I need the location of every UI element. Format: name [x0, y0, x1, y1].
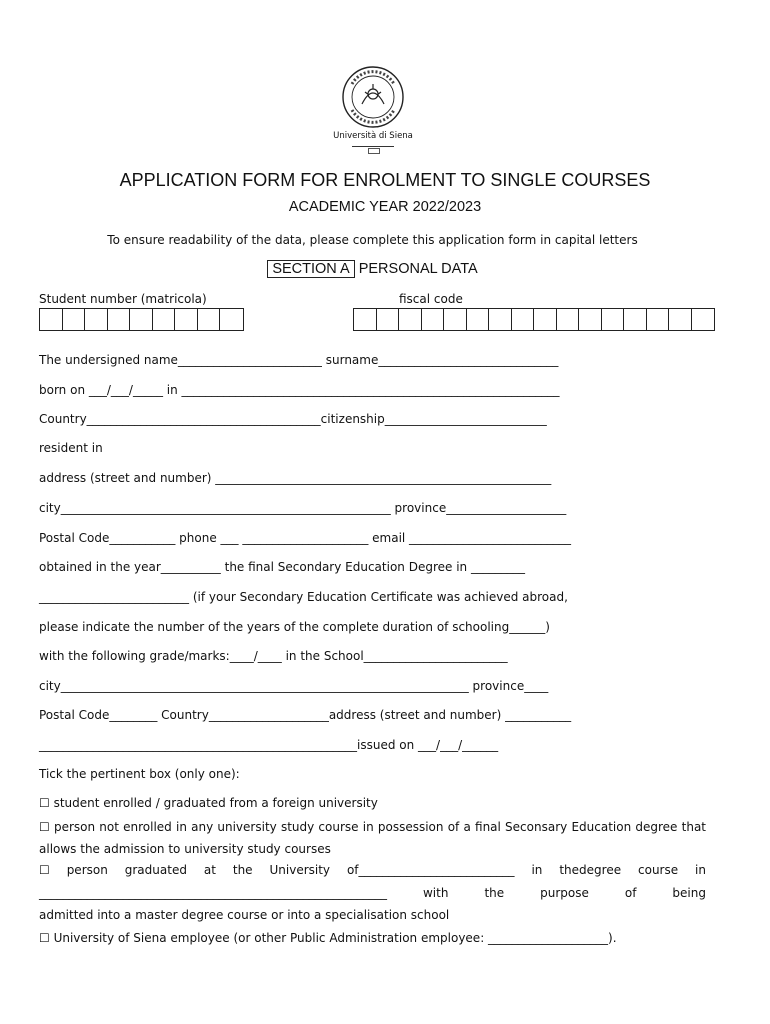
- schooling-duration-line[interactable]: please indicate the number of the years of the complete duration of schooling______): [39, 620, 550, 634]
- tick-instruction: Tick the pertinent box (only one):: [39, 767, 240, 781]
- academic-year: ACADEMIC YEAR 2022/2023: [288, 199, 482, 215]
- university-seal-logo: Università di Siena: [330, 64, 416, 158]
- issued-on-line[interactable]: _____________________________________________________issued on ___/___/______: [39, 738, 499, 752]
- grade-school-line[interactable]: with the following grade/marks:____/____ in the School________________________: [39, 649, 508, 663]
- school-postal-country-address-line[interactable]: Postal Code________ Country____________________address (street and number) ___________: [39, 708, 572, 722]
- option-not-enrolled[interactable]: ☐ person not enrolled in any university study course in possession of a final Seconsary Education degree that allows the admission to university study courses: [39, 820, 706, 856]
- student-number-label: Student number (matricola): [39, 292, 207, 306]
- student-number-boxes[interactable]: [39, 308, 244, 331]
- secondary-degree-year-line[interactable]: obtained in the year__________ the final Secondary Education Degree in _________: [39, 560, 525, 574]
- section-heading: [0, 261, 745, 277]
- address-line[interactable]: address (street and number) ________________________________________________________: [39, 471, 552, 485]
- section-box: SECTION A: [267, 260, 354, 278]
- fiscal-code-label: fiscal code: [399, 292, 463, 306]
- birth-line[interactable]: born on ___/___/_____ in _______________________________________________________________: [39, 383, 560, 397]
- fiscal-code-boxes[interactable]: [353, 308, 715, 331]
- section-label: PERSONAL DATA: [358, 261, 478, 277]
- option-graduated-line-3: admitted into a master degree course or into a specialisation school: [39, 908, 450, 922]
- city-province-line[interactable]: city_______________________________________________________ province____________________: [39, 501, 567, 515]
- abroad-certificate-line[interactable]: _________________________ (if your Secondary Education Certificate was achieved abroad,: [39, 590, 568, 604]
- resident-in-label: resident in: [39, 441, 103, 455]
- option-foreign-university[interactable]: ☐ student enrolled / graduated from a foreign university: [39, 796, 378, 810]
- form-title: APPLICATION FORM FOR ENROLMENT TO SINGLE COURSES: [119, 170, 651, 190]
- readability-notice: To ensure readability of the data, please complete this application form in capital letters: [107, 233, 638, 247]
- option-employee[interactable]: ☐ University of Siena employee (or other Public Administration employee: ____________________).: [39, 931, 617, 945]
- country-citizenship-line[interactable]: Country_______________________________________citizenship___________________________: [39, 412, 547, 426]
- school-city-province-line[interactable]: city____________________________________________________________________ province____: [39, 679, 549, 693]
- name-surname-line[interactable]: The undersigned name________________________ surname______________________________: [39, 353, 559, 367]
- option-graduated-siena[interactable]: ☐ person graduated at the University of__________________________ in thedegree course in: [39, 863, 706, 877]
- option-graduated-line-2[interactable]: __________________________________________________________ with the purpose of being: [39, 886, 706, 900]
- postal-phone-email-line[interactable]: Postal Code___________ phone ___ _____________________ email ___________________________: [39, 531, 572, 545]
